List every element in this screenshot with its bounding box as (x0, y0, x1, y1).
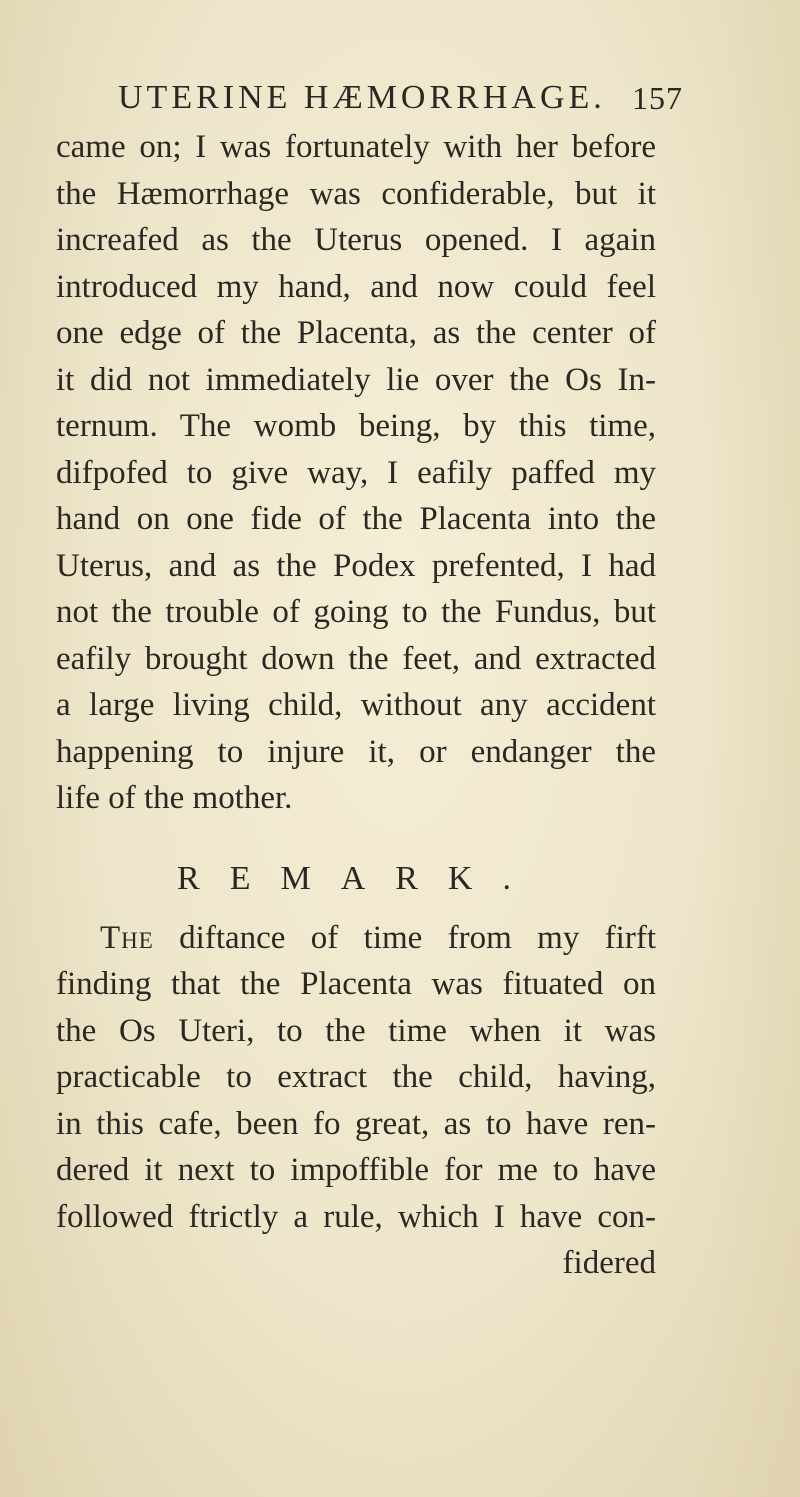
paragraph-first-word: The (100, 919, 154, 956)
text-line: one edge of the Placenta, as the center of (56, 315, 656, 351)
text-line: came on; I was fortunately with her before (56, 129, 656, 165)
text-line: ternum. The womb being, by this time, (56, 408, 656, 444)
text-line: hand on one fide of the Placenta into the (56, 501, 656, 537)
text-line: life of the mother. (56, 780, 293, 816)
text-line: difpofed to give way, I eafily paffed my (56, 454, 656, 491)
text-line: in this cafe, been fo great, as to have ren- (56, 1105, 656, 1142)
text-line: increafed as the Uterus opened. I again (56, 222, 656, 258)
text-line: dered it next to impoffible for me to have (56, 1152, 656, 1188)
section-heading: REMARK. (177, 859, 541, 897)
text-line: not the trouble of going to the Fundus, but (56, 594, 656, 630)
paragraph-case-narrative (56, 124, 656, 822)
text-line: the Hæmorrhage was confiderable, but it (56, 175, 656, 212)
text-line: eafily brought down the feet, and extracted (56, 640, 656, 677)
text-line (56, 915, 656, 962)
text-line: finding that the Placenta was fituated on (56, 966, 656, 1002)
text-line: introduced my hand, and now could feel (56, 268, 656, 305)
running-head (118, 76, 683, 120)
text-line: it did not immediately lie over the Os In- (56, 361, 656, 398)
text-line: practicable to extract the child, having, (56, 1059, 656, 1095)
text-line: happening to injure it, or endanger the (56, 733, 656, 770)
text-line: followed ftrictly a rule, which I have con- (56, 1198, 656, 1235)
catchword: fidered (562, 1245, 656, 1281)
body-text (56, 124, 656, 1287)
paragraph-remark (56, 915, 656, 1241)
running-head-title: UTERINE HÆMORRHAGE. (118, 79, 606, 116)
first-line-text: diftance of time from my firft (153, 919, 656, 956)
text-line: Uterus, and as the Podex prefented, I had (56, 547, 656, 584)
text-line: a large living child, without any accident (56, 687, 656, 723)
text-line: the Os Uteri, to the time when it was (56, 1012, 656, 1049)
page-number: 157 (632, 80, 683, 116)
